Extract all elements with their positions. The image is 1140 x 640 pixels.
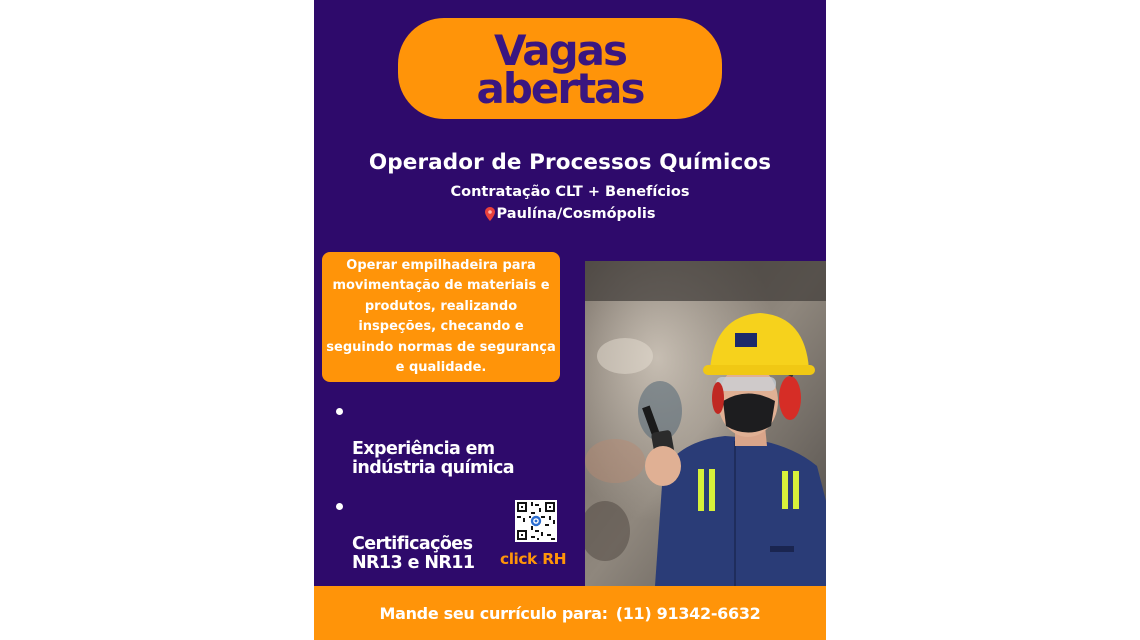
headline-banner [398,18,722,119]
job-description: Operar empilhadeira para movimentação de materiais e produtos, realizando inspeções, checando e seguindo normas de segurança e qualidade. [326,257,556,375]
job-title: Operador de Processos Químicos [368,150,772,175]
clickrh-logo: click.RH [500,550,567,568]
requirement-text: Experiência em indústria química [352,439,514,478]
job-location [314,206,826,222]
worker-photo [585,261,826,586]
footer-label: Mande seu currículo para: [379,603,608,623]
phone-number[interactable]: (11) 91342-6632 [615,603,761,623]
headline: Vagas abertas [476,25,644,113]
list-item [334,402,564,478]
location-pin-icon [485,207,495,221]
bullet-icon [336,503,343,510]
bullet-icon [336,408,343,415]
qr-code-icon[interactable] [515,500,557,542]
job-poster [314,0,826,640]
description-box [322,252,560,382]
location-text: Paulína/Cosmópolis [496,206,656,222]
requirement-text: Certificações NR13 e NR11 [352,534,475,573]
footer-cta [314,586,826,640]
contract-type: Contratação CLT + Benefícios [450,184,690,200]
